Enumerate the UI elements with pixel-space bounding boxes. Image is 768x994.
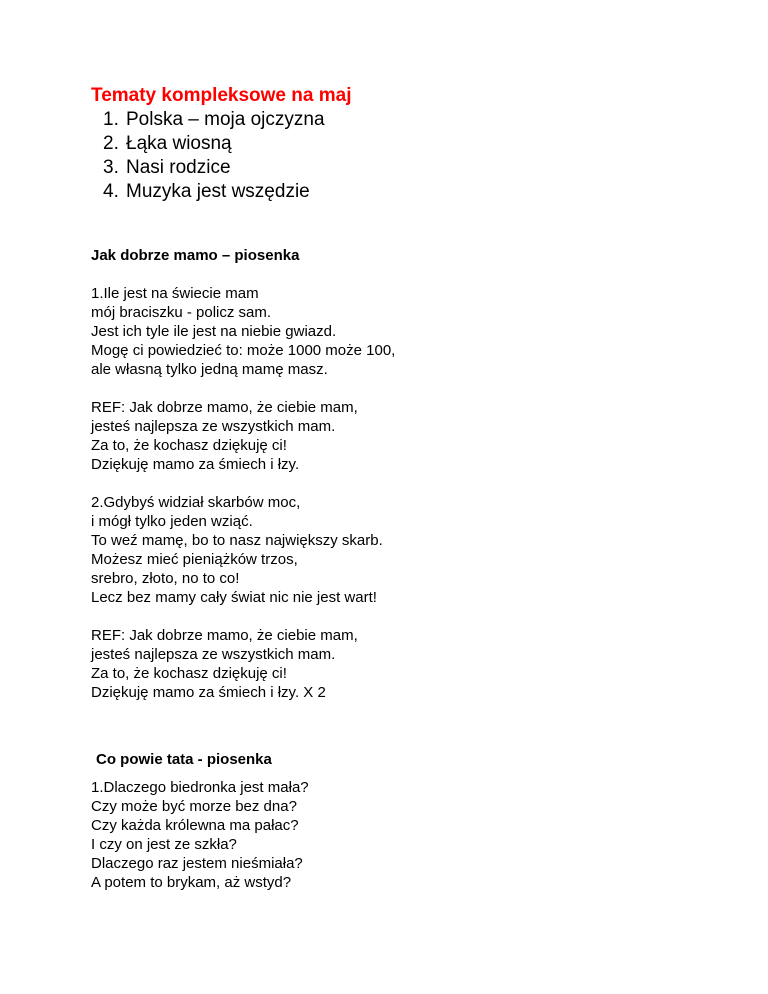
lyric-line: Czy może być morze bez dna? <box>91 798 297 815</box>
song2-verse1 <box>91 778 731 892</box>
song2-title: Co powie tata - piosenka <box>96 751 272 768</box>
topics-list <box>91 108 731 204</box>
list-item <box>91 156 731 180</box>
list-item-number: 1. <box>103 109 119 130</box>
lyric-line: A potem to brykam, aż wstyd? <box>91 874 292 891</box>
song1-refrain1 <box>91 398 731 474</box>
lyric-line: Dlaczego raz jestem nieśmiała? <box>91 855 303 872</box>
lyric-line: 1.Dlaczego biedronka jest mała? <box>91 779 309 796</box>
lyric-line: REF: Jak dobrze mamo, że ciebie mam, <box>91 399 358 416</box>
lyric-line: Jest ich tyle ile jest na niebie gwiazd. <box>91 323 337 340</box>
lyric-line: To weź mamę, bo to nasz największy skarb. <box>91 532 383 549</box>
document-title: Tematy kompleksowe na maj <box>91 85 352 106</box>
list-item <box>91 108 731 132</box>
lyric-line: Za to, że kochasz dziękuję ci! <box>91 437 287 454</box>
document-page <box>91 84 731 892</box>
lyric-line: jesteś najlepsza ze wszystkich mam. <box>91 646 336 663</box>
lyric-line: Lecz bez mamy cały świat nic nie jest wart! <box>91 589 377 606</box>
list-item-text: Polska – moja ojczyzna <box>126 109 325 130</box>
list-item-number: 2. <box>103 133 119 154</box>
lyric-line: ale własną tylko jedną mamę masz. <box>91 361 328 378</box>
list-item-number: 4. <box>103 181 119 202</box>
lyric-line: Mogę ci powiedzieć to: może 1000 może 100, <box>91 342 396 359</box>
song1-title: Jak dobrze mamo – piosenka <box>91 247 300 264</box>
list-item-text: Łąka wiosną <box>126 133 232 154</box>
song1-verse2 <box>91 493 731 607</box>
list-item-text: Muzyka jest wszędzie <box>126 181 310 202</box>
lyric-line: i mógł tylko jeden wziąć. <box>91 513 253 530</box>
lyric-line: Za to, że kochasz dziękuję ci! <box>91 665 287 682</box>
lyric-line: Dziękuję mamo za śmiech i łzy. <box>91 456 300 473</box>
lyric-line: mój braciszku - policz sam. <box>91 304 272 321</box>
lyric-line: srebro, złoto, no to co! <box>91 570 240 587</box>
lyric-line: jesteś najlepsza ze wszystkich mam. <box>91 418 336 435</box>
list-item-text: Nasi rodzice <box>126 157 231 178</box>
lyric-line: I czy on jest ze szkła? <box>91 836 237 853</box>
list-item <box>91 132 731 156</box>
lyric-line: 2.Gdybyś widział skarbów moc, <box>91 494 301 511</box>
lyric-line: REF: Jak dobrze mamo, że ciebie mam, <box>91 627 358 644</box>
lyric-line: 1.Ile jest na świecie mam <box>91 285 259 302</box>
song1-verse1 <box>91 284 731 379</box>
list-item <box>91 180 731 204</box>
list-item-number: 3. <box>103 157 119 178</box>
lyric-line: Dziękuję mamo za śmiech i łzy. X 2 <box>91 684 326 701</box>
song1-refrain2 <box>91 626 731 702</box>
lyric-line: Możesz mieć pieniążków trzos, <box>91 551 298 568</box>
lyric-line: Czy każda królewna ma pałac? <box>91 817 299 834</box>
